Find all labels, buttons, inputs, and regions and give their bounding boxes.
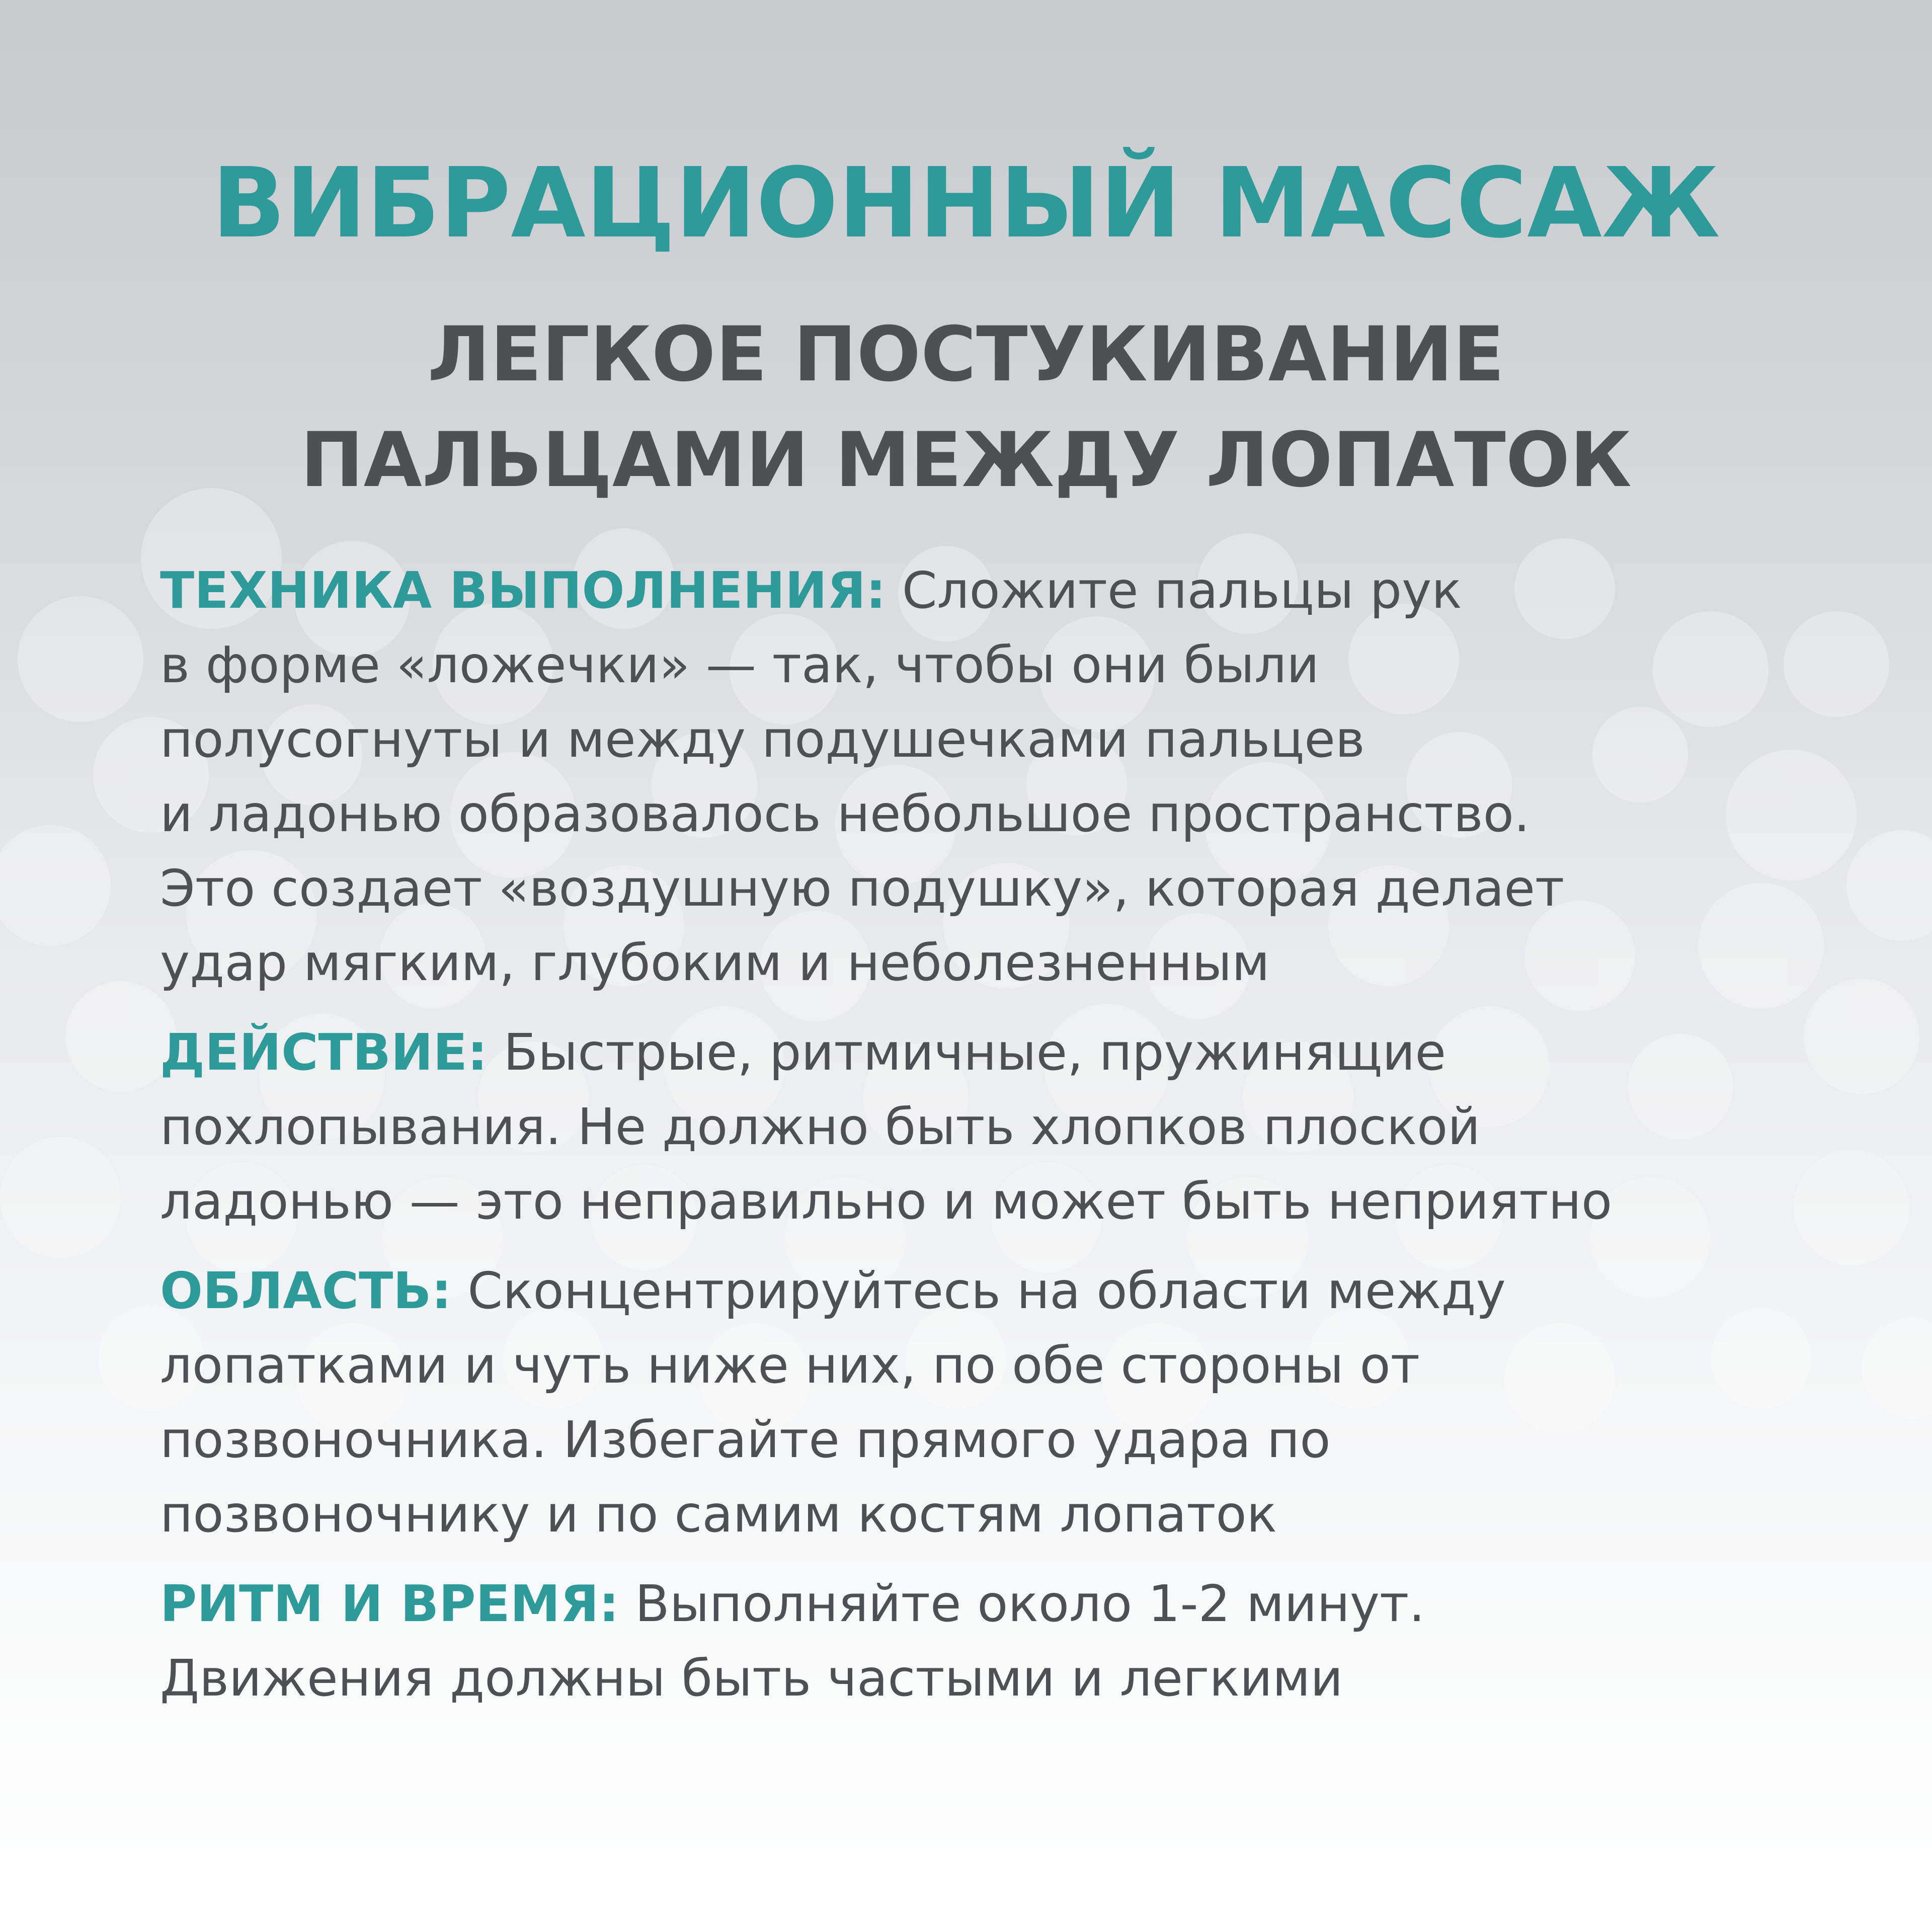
section-text: в форме «ложечки» — так, чтобы они были xyxy=(160,635,1320,694)
section-first-line xyxy=(160,1254,1871,1328)
subtitle-line: ЛЕГКОЕ ПОСТУКИВАНИЕ xyxy=(427,311,1505,398)
section-label: ОБЛАСТЬ: xyxy=(160,1261,452,1320)
section-text: позвоночника. Избегайте прямого удара по xyxy=(160,1410,1331,1469)
section-first-line xyxy=(160,553,1871,628)
section-text: похлопывания. Не должно быть хлопков плоской xyxy=(160,1097,1481,1156)
section-technique xyxy=(160,553,1871,1000)
section-label: ТЕХНИКА ВЫПОЛНЕНИЯ: xyxy=(160,561,886,620)
bubble-circle xyxy=(1862,1318,1932,1419)
subtitle-line: ПАЛЬЦАМИ МЕЖДУ ЛОПАТОК xyxy=(300,417,1632,504)
section-text: ладонью — это неправильно и может быть неприятно xyxy=(160,1172,1613,1231)
page-title: ВИБРАЦИОННЫЙ МАССАЖ xyxy=(212,147,1720,260)
section-label: ДЕЙСТВИЕ: xyxy=(160,1023,488,1082)
section-text: Сконцентрируйтесь на области между xyxy=(451,1261,1506,1320)
page-subtitle xyxy=(0,302,1932,513)
section-text: удар мягким, глубоким и неболезненным xyxy=(160,933,1270,992)
section-text: полусогнуты и между подушечками пальцев xyxy=(160,710,1365,769)
bubble-circle xyxy=(18,596,143,722)
section-first-line xyxy=(160,1015,1871,1090)
section-text: и ладонью образовалось небольшое пространство. xyxy=(160,784,1530,843)
section-rhythm xyxy=(160,1567,1871,1716)
section-text: Движения должны быть частыми и легкими xyxy=(160,1649,1343,1708)
section-text: Это создает «воздушную подушку», которая делает xyxy=(160,859,1565,918)
section-text: позвоночнику и по самим костям лопаток xyxy=(160,1485,1277,1544)
section-text: Быстрые, ритмичные, пружинящие xyxy=(487,1023,1446,1082)
section-text: Выполняйте около 1-2 минут. xyxy=(619,1574,1425,1633)
instructions xyxy=(160,553,1871,1731)
section-text: Сложите пальцы рук xyxy=(886,561,1462,620)
section-area xyxy=(160,1254,1871,1552)
bubble-circle xyxy=(0,825,111,946)
bubble-circle xyxy=(65,981,176,1092)
bubble-circle xyxy=(0,1137,121,1258)
section-label: РИТМ И ВРЕМЯ: xyxy=(160,1574,619,1633)
section-first-line xyxy=(160,1567,1871,1641)
section-action xyxy=(160,1015,1871,1239)
section-text: лопатками и чуть ниже них, по обе стороны от xyxy=(160,1336,1420,1395)
